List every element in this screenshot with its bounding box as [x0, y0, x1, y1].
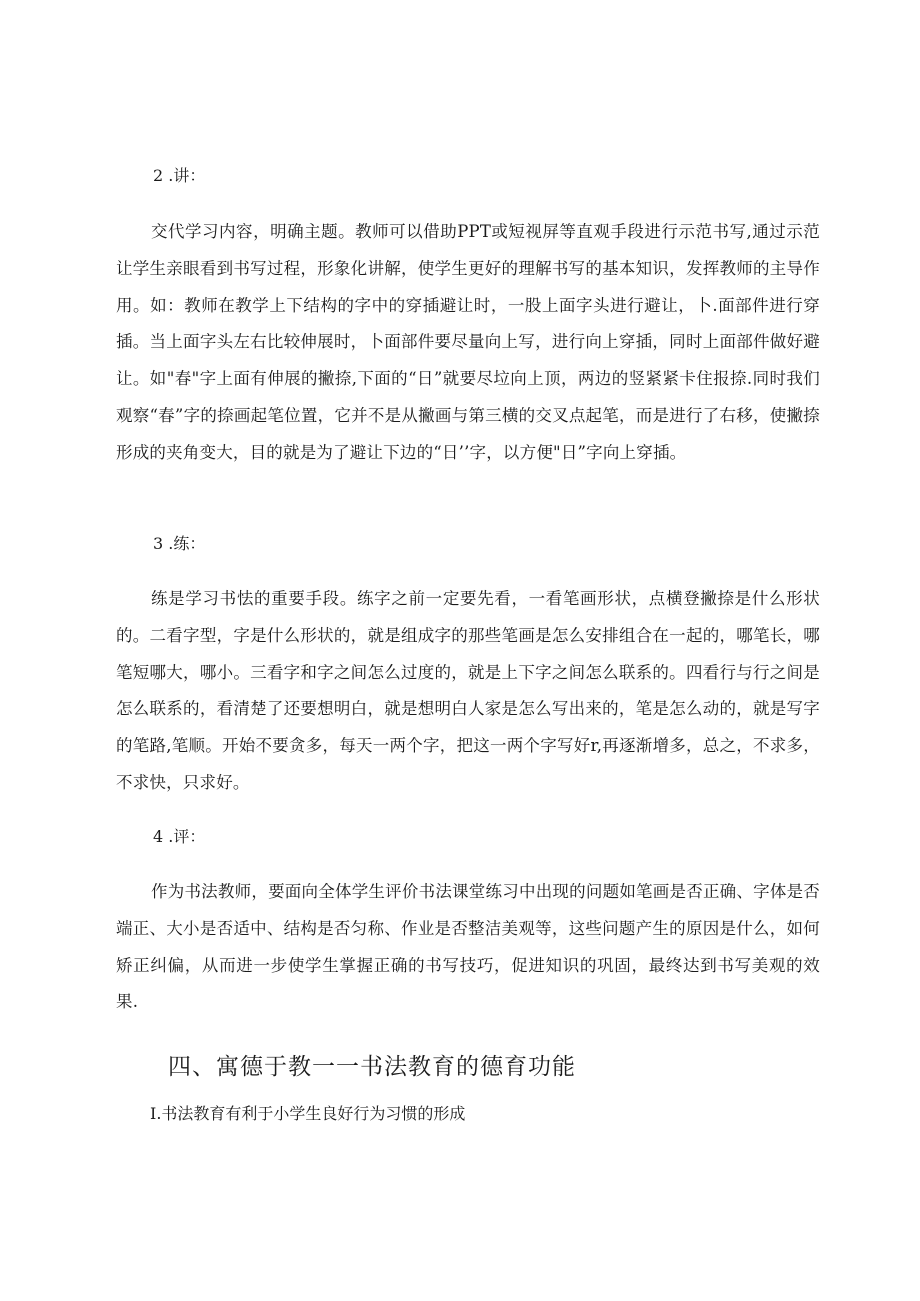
section-heading-2: 2 .讲：	[153, 166, 206, 185]
chapter-title: 四、寓德于教一一书法教育的德育功能	[168, 1054, 576, 1080]
paragraph-4: 作为书法教师，要面向全体学生评价书法课堂练习中出现的问题如笔画是否正确、字体是否端正、大小是否适中、结构是否匀称、作业是否整洁美观等，这些问题产生的原因是什么，如何矫正纠偏，从而进一步使学生掌握正确的书写技巧，促进知识的巩固，最终达到书写美观的效果.	[116, 882, 820, 1012]
section-heading-3: 3 .练：	[153, 534, 206, 553]
section-heading-4: 4 .评：	[153, 827, 206, 846]
subsection-title: I.书法教育有利于小学生良好行为习惯的形成	[150, 1104, 466, 1123]
paragraph-3: 练是学习书怯的重要手段。练字之前一定要先看，一看笔画形状，点横登撇捺是什么形状的。二看字型，字是什么形状的，就是组成字的那些笔画是怎么安排组合在一起的，哪笔长，哪笔短哪大，哪小。三看字和字之间怎么过度的，就是上下字之间怎么联系的。四看行与行之间是怎么联系的，看清楚了还要想明白，就是想明白人家是怎么写出来的，笔是怎么动的，就是写字的笔路,笔顺。开始不要贪多，每天一两个字，把这一两个字写好r,再逐渐增多，总之，不求多，不求快，只求好。	[116, 589, 820, 792]
paragraph-2: 交代学习内容，明确主题。教师可以借助PPT或短视屏等直观手段进行示范书写,通过示范让学生亲眼看到书写过程，形象化讲解，使学生更好的理解书写的基本知识，发挥教师的主导作用。如：教师在教学上下结构的字中的穿插避让时，一股上面字头进行避让，卜.面部件进行穿插。当上面字头左右比较伸展时，卜面部件要尽量向上写，进行向上穿插，同时上面部件做好避让。如"春"字上面有伸展的撇捺,下面的“日”就要尽垃向上顶，两边的竖紧紧卡住报捺.同时我们观察“春”字的捺画起笔位置，它并不是从撇画与第三横的交叉点起笔，而是进行了右移，使撇捺形成的夹角变大，目的就是为了避让下边的“日’’字，以方便"日”字向上穿插。	[116, 222, 820, 462]
